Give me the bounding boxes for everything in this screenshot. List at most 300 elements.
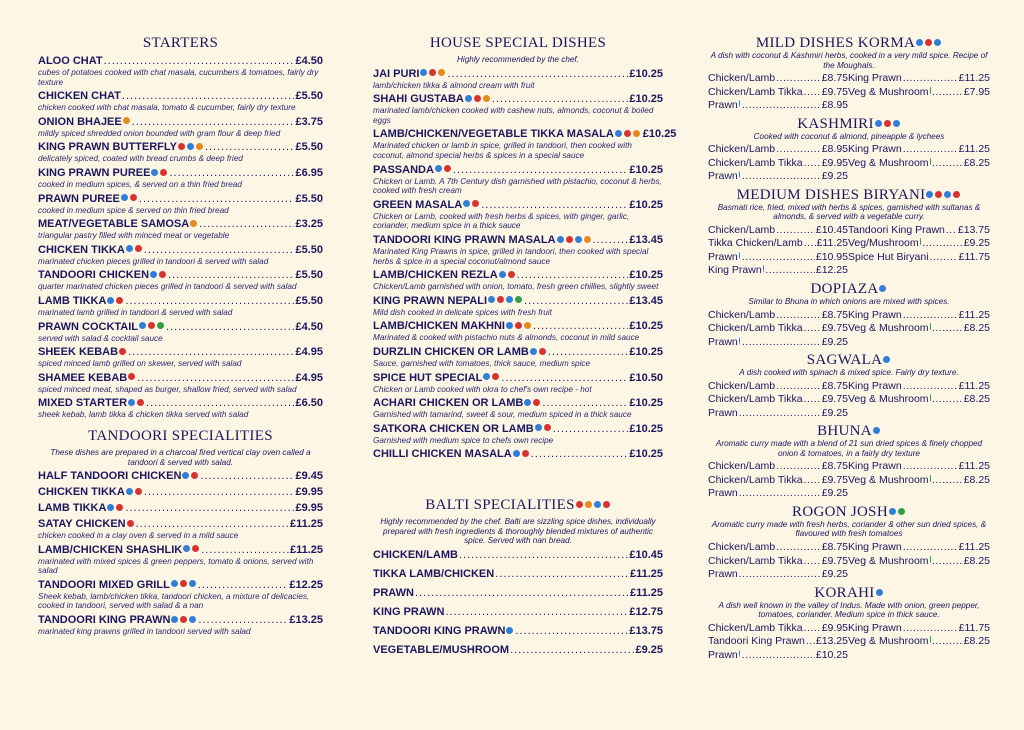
dish-option-price: £9.25	[821, 568, 848, 581]
menu-item-row	[38, 55, 323, 68]
menu-item-name: MEAT/VEGETABLE SAMOSA	[38, 218, 190, 231]
blue-spice-icon	[483, 373, 490, 380]
dish-grid	[708, 309, 990, 350]
menu-item[interactable]	[373, 295, 663, 318]
dish-option-price: £9.75	[821, 473, 848, 486]
menu-item-price: £12.75	[629, 606, 663, 619]
menu-item-description: Chicken or Lamb. A 7th Century dish garnished with pistachio, coconut & herbs, cooked with fresh cream	[373, 176, 662, 196]
dot-leader	[903, 380, 958, 394]
menu-item-name: SHEEK KEBAB	[38, 346, 119, 359]
menu-item-row	[38, 372, 323, 385]
red-spice-icon	[522, 450, 529, 457]
menu-item[interactable]	[373, 397, 663, 420]
menu-item-name: ACHARI CHICKEN OR LAMB	[373, 397, 524, 410]
dish-option[interactable]	[848, 72, 990, 86]
blue-spice-icon	[883, 356, 890, 363]
menu-item-name: KING PRAWN	[373, 606, 445, 619]
dish-grid	[708, 72, 990, 113]
red-spice-icon	[472, 200, 479, 207]
menu-item-price: £6.50	[295, 397, 323, 410]
menu-item-description: delicately spiced, coated with bread crumbs & deep fried	[38, 154, 243, 164]
blue-spice-icon	[107, 297, 114, 304]
biryani-section	[708, 187, 990, 278]
menu-item[interactable]	[373, 199, 663, 231]
menu-item-price: £9.95	[295, 486, 323, 499]
dot-leader	[168, 269, 294, 282]
menu-item-icons	[106, 502, 124, 515]
menu-item-price: £4.50	[295, 55, 323, 67]
menu-item[interactable]	[38, 614, 323, 637]
blue-spice-icon	[524, 399, 531, 406]
dish-option[interactable]	[708, 635, 848, 649]
menu-item[interactable]	[373, 448, 663, 461]
menu-item-price: £12.25	[289, 578, 323, 591]
blue-spice-icon	[189, 580, 196, 587]
dish-option-name: Tandoori King Prawn	[848, 223, 945, 236]
blue-spice-icon	[535, 424, 542, 431]
dot-leader	[495, 568, 629, 581]
dish-option[interactable]	[848, 393, 990, 407]
section-title	[38, 35, 323, 51]
dish-option[interactable]	[708, 143, 848, 157]
dish-option-name: Chicken/Lamb	[708, 379, 776, 392]
menu-item[interactable]	[38, 544, 323, 576]
dish-option[interactable]	[848, 157, 990, 171]
dish-row	[708, 649, 990, 663]
dish-option-price: £10.25	[815, 648, 848, 661]
dot-leader	[903, 143, 958, 157]
section-title	[708, 352, 990, 368]
dish-option[interactable]	[708, 649, 848, 663]
menu-item[interactable]	[373, 625, 663, 638]
dish-option[interactable]	[708, 474, 848, 488]
menu-item[interactable]	[38, 579, 323, 611]
dish-option[interactable]	[708, 487, 848, 501]
menu-item-icons	[127, 397, 145, 410]
blue-spice-icon	[739, 337, 740, 344]
menu-item-description: cubes of potatoes cooked with chat masala, cucumbers & tomatoes, fairly dry texture	[38, 68, 319, 87]
red-spice-icon	[544, 424, 551, 431]
menu-item-icons	[556, 234, 592, 247]
menu-item-description: marinated lamb/chicken cooked with cashew nuts, almonds, coconut & boiled eggs	[373, 106, 654, 125]
menu-item-icons	[170, 579, 197, 592]
dish-option-price: £9.25	[963, 237, 990, 250]
menu-item-price: £10.50	[629, 371, 663, 384]
dish-option[interactable]	[708, 393, 848, 407]
section-title	[708, 281, 990, 297]
menu-item-price: £10.25	[629, 163, 663, 176]
dish-option[interactable]	[848, 237, 990, 251]
menu-item[interactable]	[38, 90, 323, 113]
dish-option[interactable]	[708, 157, 848, 171]
blue-spice-icon	[916, 39, 923, 46]
dish-option[interactable]	[848, 460, 990, 474]
menu-item-name: PRAWN PUREE	[38, 192, 120, 205]
dish-option[interactable]	[848, 322, 990, 336]
menu-item-price: £11.25	[629, 568, 663, 581]
section-title-text: MEDIUM DISHES BIRYANI	[736, 186, 926, 203]
dot-leader	[198, 579, 289, 592]
red-spice-icon	[925, 39, 932, 46]
dish-option-price: £8.95	[821, 143, 848, 156]
menu-item[interactable]	[38, 321, 323, 344]
dish-option-price: £11.25	[958, 541, 990, 554]
menu-item-price: £10.25	[629, 397, 663, 410]
menu-item[interactable]	[38, 193, 323, 216]
menu-item[interactable]	[38, 518, 323, 541]
menu-item-description: lamb/chicken tikka & almond cream with fruit	[373, 80, 535, 90]
menu-item[interactable]	[38, 141, 323, 164]
tandoori-section	[38, 428, 323, 637]
red-spice-icon	[135, 488, 142, 495]
menu-item-row	[38, 397, 323, 410]
menu-item-description: Marinated & cooked with pistachio nuts & almonds, coconut in mild sauce	[373, 333, 640, 343]
dish-option[interactable]	[848, 622, 990, 636]
section-title-text: KORAHI	[814, 584, 875, 601]
menu-item[interactable]	[38, 502, 323, 515]
menu-item-name: LAMB/CHICKEN MAKHNI	[373, 320, 505, 333]
menu-item-description: chicken cooked in a clay oven & served in a mild sauce	[38, 531, 239, 541]
dot-leader	[169, 167, 294, 180]
section-subtitle: These dishes are prepared in a charcoal fired vertical clay oven called a tandoori & served with salad.	[50, 447, 311, 467]
dish-option[interactable]	[708, 72, 848, 86]
menu-item-row	[38, 269, 323, 282]
dish-option[interactable]	[848, 143, 990, 157]
dish-option-price: £8.25	[963, 473, 990, 486]
house-special-section	[373, 0, 677, 461]
menu-item-name: TANDOORI KING PRAWN	[38, 614, 171, 627]
menu-item[interactable]	[38, 295, 323, 318]
menu-item-icons	[498, 269, 516, 282]
section-title	[708, 35, 990, 51]
dish-option[interactable]	[708, 380, 848, 394]
dish-option[interactable]	[708, 251, 848, 265]
dot-leader	[932, 86, 963, 100]
dish-row	[708, 309, 990, 323]
dish-grid	[708, 541, 990, 582]
menu-item-row	[38, 141, 323, 154]
green-spice-icon	[515, 296, 522, 303]
menu-item-price: £11.25	[629, 587, 663, 600]
dish-option-empty	[848, 336, 990, 350]
red-spice-icon	[935, 191, 942, 198]
menu-item-name: SHAMEE KEBAB	[38, 371, 128, 384]
red-spice-icon	[474, 95, 481, 102]
dot-leader	[144, 244, 295, 257]
dish-option[interactable]	[848, 635, 990, 649]
menu-item-name: KING PRAWN BUTTERFLY	[38, 141, 177, 154]
dot-leader	[806, 635, 815, 649]
dish-option-name: Veg & Mushroom	[848, 85, 929, 98]
section-title	[708, 116, 990, 132]
red-spice-icon	[533, 399, 540, 406]
dish-row	[708, 170, 990, 184]
menu-item-icons	[505, 320, 532, 333]
menu-item[interactable]	[38, 244, 323, 267]
menu-item-name: SATAY CHICKEN	[38, 518, 126, 531]
dish-option[interactable]	[848, 474, 990, 488]
menu-item[interactable]	[373, 372, 663, 395]
dish-option-name: Prawn	[708, 335, 738, 348]
menu-item[interactable]	[373, 549, 663, 562]
dish-option-price: £11.25	[958, 72, 990, 85]
menu-item[interactable]	[373, 234, 663, 266]
dish-row	[708, 237, 990, 251]
orange-spice-icon	[584, 236, 591, 243]
dish-option-price: £11.25	[958, 143, 990, 156]
dish-option-price: £10.45	[815, 223, 848, 236]
dish-option-price: £11.75	[958, 250, 990, 263]
blue-spice-icon	[488, 296, 495, 303]
dish-option[interactable]	[708, 555, 848, 569]
dish-option-price: £8.75	[821, 72, 848, 85]
dish-option[interactable]	[708, 237, 848, 251]
menu-item[interactable]	[38, 269, 323, 292]
blue-spice-icon	[506, 322, 513, 329]
dish-option[interactable]	[708, 322, 848, 336]
green-spice-icon	[157, 322, 164, 329]
dish-option-price: £11.25	[958, 308, 990, 321]
menu-item[interactable]	[38, 397, 323, 420]
dish-option-name: King Prawn	[708, 264, 762, 277]
blue-spice-icon	[506, 296, 513, 303]
dish-option[interactable]	[708, 99, 848, 113]
menu-item-icons	[434, 164, 452, 177]
section-title	[708, 423, 990, 439]
orange-spice-icon	[483, 95, 490, 102]
red-spice-icon	[191, 472, 198, 479]
dot-leader	[459, 549, 628, 562]
blue-spice-icon	[615, 130, 622, 137]
dish-row	[708, 380, 990, 394]
red-spice-icon	[116, 297, 123, 304]
red-spice-icon	[137, 399, 144, 406]
menu-item-name: PRAWN	[373, 587, 414, 600]
menu-item-row	[373, 568, 663, 581]
menu-item-icons	[181, 470, 199, 483]
menu-item-description: Chicken or Lamb, cooked with fresh herbs & spices, with ginger, garlic, coriander, medium spice in a thick sauce	[373, 211, 630, 231]
dot-leader	[903, 622, 958, 636]
dish-row	[708, 635, 990, 649]
sagwala-section	[708, 352, 990, 420]
menu-item-row	[373, 295, 663, 308]
dot-leader	[776, 460, 821, 474]
dish-row	[708, 336, 990, 350]
dot-leader	[903, 460, 958, 474]
menu-item-row	[373, 346, 663, 359]
menu-item-price: £11.25	[289, 543, 323, 556]
dot-leader	[198, 614, 288, 627]
menu-item-price: £3.75	[295, 115, 323, 128]
section-title-text: DOPIAZA	[810, 280, 879, 297]
red-spice-icon	[576, 501, 583, 508]
red-spice-icon	[624, 130, 631, 137]
menu-item[interactable]	[373, 587, 663, 600]
menu-item-icons	[482, 372, 500, 385]
dot-leader	[481, 199, 628, 212]
dot-leader	[932, 157, 963, 171]
dish-option[interactable]	[708, 568, 848, 582]
dish-option[interactable]	[708, 224, 848, 238]
dish-option[interactable]	[708, 460, 848, 474]
blue-spice-icon	[739, 100, 740, 107]
dish-option-price: £8.75	[821, 379, 848, 392]
section-title	[708, 585, 990, 601]
menu-item[interactable]	[38, 218, 323, 241]
menu-item[interactable]	[38, 55, 323, 87]
blue-spice-icon	[499, 271, 506, 278]
dish-option-price: £8.25	[963, 156, 990, 169]
dish-row	[708, 99, 990, 113]
dish-option[interactable]	[708, 622, 848, 636]
dish-option-price: £8.75	[821, 308, 848, 321]
blue-spice-icon	[944, 191, 951, 198]
dot-leader	[122, 90, 295, 103]
menu-item-price: £13.45	[629, 294, 663, 307]
dish-option[interactable]	[848, 555, 990, 569]
menu-item[interactable]	[38, 470, 323, 483]
dish-row	[708, 322, 990, 336]
dish-option[interactable]	[848, 380, 990, 394]
dish-option[interactable]	[848, 309, 990, 323]
rogan-josh-section	[708, 504, 990, 582]
menu-item-price: £10.25	[629, 422, 663, 435]
blue-spice-icon	[739, 650, 740, 657]
menu-item-row	[38, 116, 323, 129]
dot-leader	[742, 336, 821, 350]
section-title-text: SAGWALA	[806, 352, 883, 369]
red-spice-icon	[180, 580, 187, 587]
dot-leader	[125, 502, 294, 515]
red-spice-icon	[429, 69, 436, 76]
dish-option-price: £9.25	[821, 406, 848, 419]
menu-item[interactable]	[373, 644, 663, 657]
dish-row	[708, 487, 990, 501]
orange-spice-icon	[585, 501, 592, 508]
red-spice-icon	[180, 616, 187, 623]
dot-leader	[932, 635, 963, 649]
menu-item[interactable]	[373, 423, 663, 446]
menu-item[interactable]	[373, 269, 663, 292]
dish-option[interactable]	[848, 541, 990, 555]
dish-grid	[708, 380, 990, 421]
dish-option[interactable]	[848, 251, 990, 265]
dish-option[interactable]	[708, 86, 848, 100]
dish-option[interactable]	[708, 541, 848, 555]
menu-item[interactable]	[373, 568, 663, 581]
menu-item[interactable]	[38, 116, 323, 139]
menu-item-row	[38, 90, 323, 103]
menu-item-description: Marinated chicken or lamb in spice, grilled in tandoori, then cooked with coconut, almond special herbs & spices in a special sauce	[373, 141, 632, 160]
menu-item[interactable]	[373, 320, 663, 343]
menu-item-icons	[126, 518, 135, 531]
menu-item-name: MIXED STARTER	[38, 397, 128, 410]
dish-option[interactable]	[708, 309, 848, 323]
dish-option[interactable]	[848, 86, 990, 100]
dish-option-price: £12.25	[815, 264, 848, 277]
menu-item-price: £13.75	[629, 625, 663, 638]
menu-item[interactable]	[373, 128, 677, 160]
menu-item[interactable]	[38, 167, 323, 190]
menu-item[interactable]	[38, 372, 323, 395]
dish-row	[708, 86, 990, 100]
red-spice-icon	[444, 165, 451, 172]
dish-option-name: Chicken/Lamb	[708, 460, 776, 473]
menu-item-description: marinated king prawns grilled in tandoori served with salad	[38, 627, 251, 637]
section-subtitle: Aromatic curry made with a blend of 21 sun dried spices & finely chopped onion & tomatoes, in a fairly dry texture	[715, 439, 983, 458]
dot-leader	[593, 234, 629, 247]
section-title-text: TANDOORI SPECIALITIES	[88, 427, 273, 444]
menu-item-price: £10.25	[629, 448, 663, 461]
menu-item[interactable]	[373, 93, 663, 125]
section-subtitle: A dish cooked with spinach & mixed spice. Fairly dry texture.	[739, 368, 959, 378]
blue-spice-icon	[506, 627, 513, 634]
dish-option-price: £9.25	[821, 487, 848, 500]
dish-option-price: £11.75	[958, 621, 990, 634]
menu-item-row	[373, 68, 663, 81]
dot-leader	[453, 164, 628, 177]
menu-item[interactable]	[373, 346, 663, 369]
dot-leader	[932, 393, 963, 407]
menu-item-name: TANDOORI MIXED GRILL	[38, 578, 170, 591]
menu-item-name: DURZLIN CHICKEN OR LAMB	[373, 345, 529, 358]
dish-option[interactable]	[708, 336, 848, 350]
menu-item-name: TIKKA LAMB/CHICKEN	[373, 568, 495, 581]
menu-item-row	[38, 579, 323, 592]
blue-spice-icon	[934, 39, 941, 46]
menu-item-icons	[182, 544, 200, 557]
menu-item-row	[373, 397, 663, 410]
dish-option-price: £8.75	[821, 460, 848, 473]
dish-option[interactable]	[708, 407, 848, 421]
dish-row	[708, 474, 990, 488]
menu-item-icons	[614, 128, 641, 141]
red-spice-icon	[953, 191, 960, 198]
dot-leader	[144, 486, 295, 499]
dish-option-name: Chicken/Lamb	[708, 143, 776, 156]
menu-item-price: £9.45	[295, 470, 323, 483]
menu-item[interactable]	[373, 68, 663, 91]
menu-item[interactable]	[373, 606, 663, 619]
starters-section	[38, 0, 323, 420]
dish-option[interactable]	[708, 170, 848, 184]
blue-spice-icon	[926, 191, 933, 198]
dot-leader	[804, 237, 816, 251]
menu-item-price: £13.25	[289, 614, 323, 627]
dish-option-name: Veg & Mushroom	[848, 554, 929, 567]
kashmiri-section	[708, 116, 990, 184]
dish-option-name: Chicken/Lamb	[708, 72, 776, 85]
dish-grid	[708, 143, 990, 184]
dish-option[interactable]	[848, 224, 990, 238]
blue-spice-icon	[121, 194, 128, 201]
menu-item[interactable]	[38, 486, 323, 499]
menu-item[interactable]	[373, 164, 663, 196]
dish-option[interactable]	[708, 264, 848, 278]
menu-item-price: £9.25	[635, 644, 663, 657]
section-title-text: STARTERS	[142, 35, 219, 51]
dish-option-price: £8.25	[963, 635, 990, 648]
menu-item-description: mildly spiced shredded onion bounded with gram flour & deep fried	[38, 128, 281, 138]
menu-item-price: £10.25	[629, 269, 663, 282]
menu-item-row	[373, 448, 663, 461]
menu-item[interactable]	[38, 346, 323, 369]
dot-leader	[903, 541, 958, 555]
orange-spice-icon	[438, 69, 445, 76]
blue-spice-icon	[463, 200, 470, 207]
menu-item-icons	[120, 193, 138, 206]
dot-leader	[125, 295, 294, 308]
